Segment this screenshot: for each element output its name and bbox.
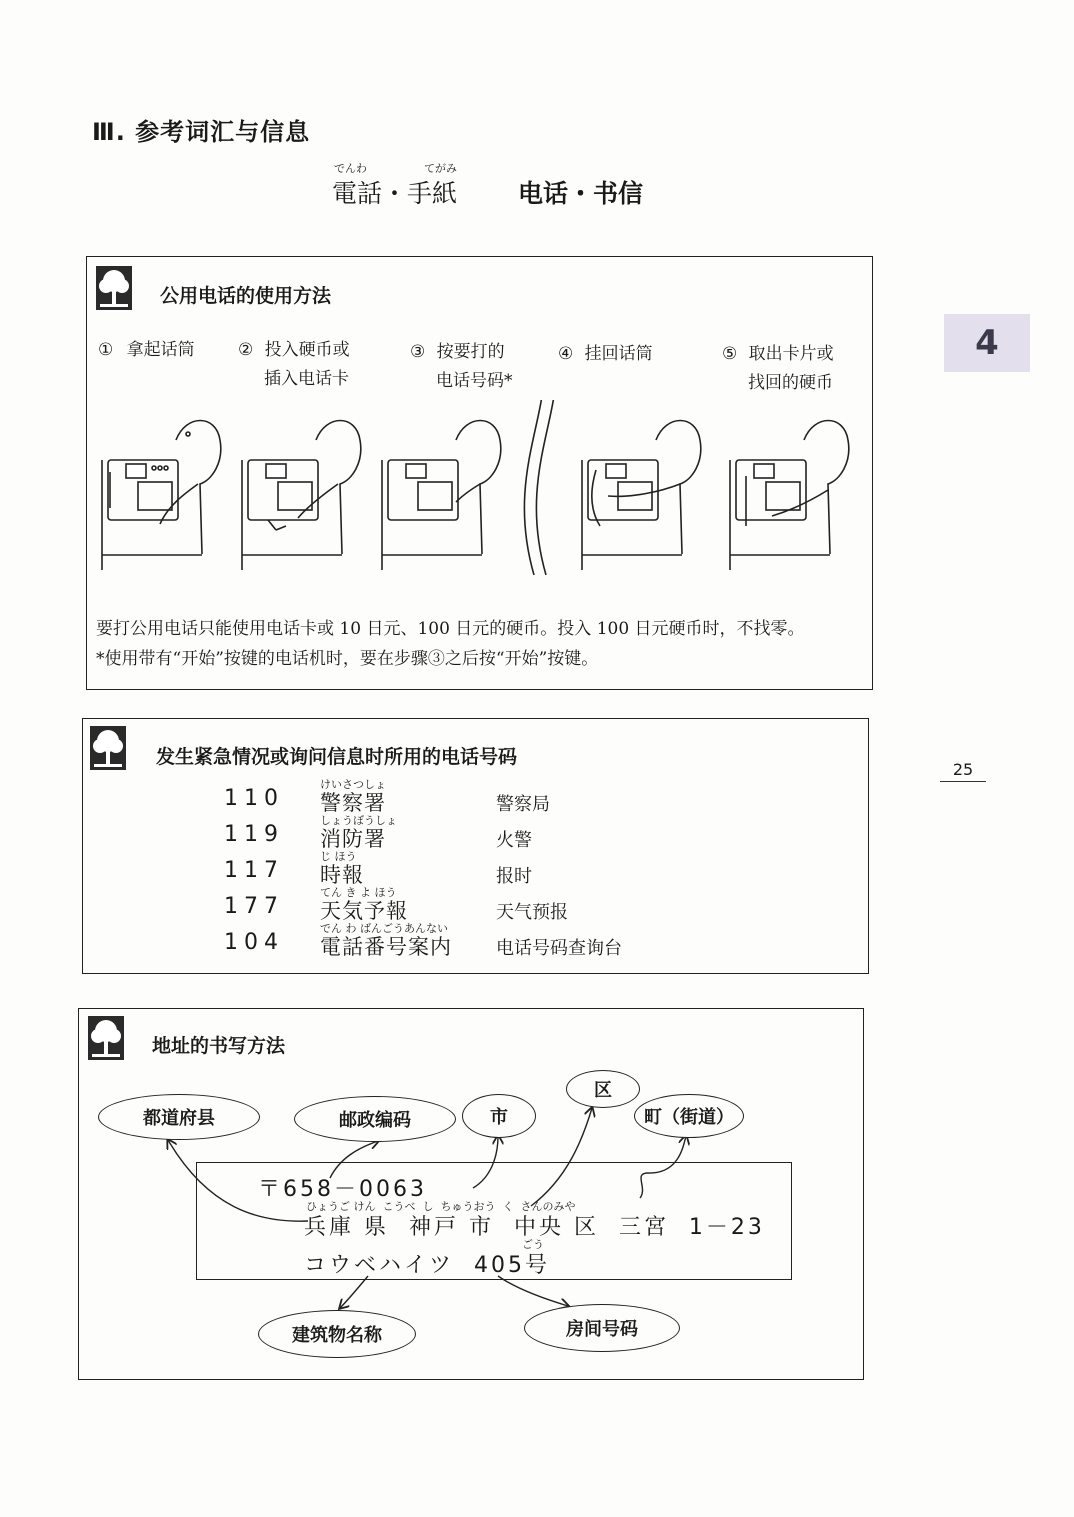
postal-code-line: 〒658－0063 bbox=[258, 1177, 427, 1202]
step-2-text-2: 插入电话卡 bbox=[264, 369, 349, 389]
phone-illustration-3 bbox=[376, 400, 516, 575]
step-3-text-2: 电话号码* bbox=[436, 371, 513, 391]
go-ruby: ごう bbox=[522, 1238, 544, 1251]
title-ruby-denwa: でんわ bbox=[334, 162, 367, 175]
reading-ruby: じ ほう bbox=[320, 850, 357, 863]
step-4 bbox=[558, 340, 653, 369]
label-postal-code: 邮政编码 bbox=[294, 1096, 456, 1142]
box1-note-2: *使用带有“开始”按键的电话机时，要在步骤③之后按“开始”按键。 bbox=[96, 649, 599, 669]
label-prefecture: 都道府县 bbox=[98, 1094, 260, 1140]
emergency-number-list bbox=[224, 776, 664, 959]
label-building-name: 建筑物名称 bbox=[258, 1310, 416, 1358]
reading-ruby: しょうぼうしょ bbox=[320, 814, 397, 827]
japanese-term: 消防署 bbox=[320, 827, 386, 851]
phone-number: 104 bbox=[224, 930, 284, 955]
chinese-term: 报时 bbox=[496, 866, 532, 887]
step-5-text-2: 找回的硬币 bbox=[748, 373, 833, 393]
phone-illustration-2 bbox=[236, 400, 376, 575]
phone-illustration-5 bbox=[724, 400, 864, 575]
section-heading: Ⅲ. 参考词汇与信息 bbox=[92, 118, 311, 146]
reading-ruby: でん わ ばんごうあんない bbox=[320, 922, 448, 935]
japanese-term: 天気予報 bbox=[320, 899, 408, 923]
phone-number: 110 bbox=[224, 786, 284, 811]
title-chinese: 电话・书信 bbox=[518, 179, 644, 208]
emergency-row bbox=[224, 884, 664, 923]
step-4-text: 挂回话筒 bbox=[584, 344, 653, 364]
emergency-row bbox=[224, 920, 664, 959]
step-5-text: 取出卡片或 bbox=[748, 344, 834, 364]
label-town: 町（街道） bbox=[634, 1094, 744, 1138]
label-room-number: 房间号码 bbox=[524, 1304, 680, 1352]
step-2 bbox=[238, 336, 350, 394]
step-5 bbox=[722, 340, 834, 398]
step-3-text: 按要打的 bbox=[436, 342, 505, 362]
label-ward: 区 bbox=[566, 1070, 640, 1108]
japanese-term: 警察署 bbox=[320, 791, 386, 815]
step-1-text: 拿起话筒 bbox=[126, 340, 195, 360]
building-line: コウベハイツ 405号 bbox=[304, 1253, 550, 1278]
box3-title: 地址的书写方法 bbox=[152, 1035, 286, 1057]
step-2-number: ② bbox=[238, 340, 254, 360]
phone-number: 177 bbox=[224, 894, 284, 919]
japanese-term: 電話番号案内 bbox=[320, 935, 452, 959]
address-ruby-line: ひょうご けん こうべ し ちゅうおう く さんのみや bbox=[306, 1200, 576, 1213]
emergency-row bbox=[224, 812, 664, 851]
step-5-number: ⑤ bbox=[722, 344, 738, 364]
step-3-number: ③ bbox=[410, 342, 426, 362]
title-ruby-tegami: てがみ bbox=[424, 162, 457, 175]
chinese-term: 电话号码查询台 bbox=[496, 938, 622, 959]
step-1-number: ① bbox=[98, 340, 114, 360]
phone-number: 117 bbox=[224, 858, 284, 883]
chinese-term: 火警 bbox=[496, 830, 532, 851]
title-japanese: 電話・手紙 bbox=[332, 179, 458, 208]
tree-icon bbox=[90, 726, 126, 770]
emergency-row bbox=[224, 848, 664, 887]
label-city: 市 bbox=[462, 1094, 536, 1138]
phone-illustration-4 bbox=[576, 400, 716, 575]
address-main-line: 兵庫 県 神戸 市 中央 区 三宮 1－23 bbox=[304, 1215, 765, 1240]
box1-note-1: 要打公用电话只能使用电话卡或 10 日元、100 日元的硬币。投入 100 日元硬币时，不找零。 bbox=[96, 619, 805, 639]
step-2-text: 投入硬币或 bbox=[264, 340, 350, 360]
reading-ruby: てん き よ ほう bbox=[320, 886, 397, 899]
tree-icon bbox=[96, 266, 132, 310]
step-1 bbox=[98, 336, 195, 365]
emergency-row bbox=[224, 776, 664, 815]
chinese-term: 警察局 bbox=[496, 794, 550, 815]
japanese-term: 時報 bbox=[320, 863, 364, 887]
reading-ruby: けいさつしょ bbox=[320, 778, 386, 791]
step-4-number: ④ bbox=[558, 344, 574, 364]
page-number: 25 bbox=[940, 760, 986, 782]
phone-number: 119 bbox=[224, 822, 284, 847]
box1-title: 公用电话的使用方法 bbox=[160, 285, 332, 307]
box2-title: 发生紧急情况或询问信息时所用的电话号码 bbox=[156, 746, 518, 768]
step-3 bbox=[410, 338, 513, 396]
chapter-tab: 4 bbox=[944, 314, 1030, 372]
chinese-term: 天气预报 bbox=[496, 902, 568, 923]
